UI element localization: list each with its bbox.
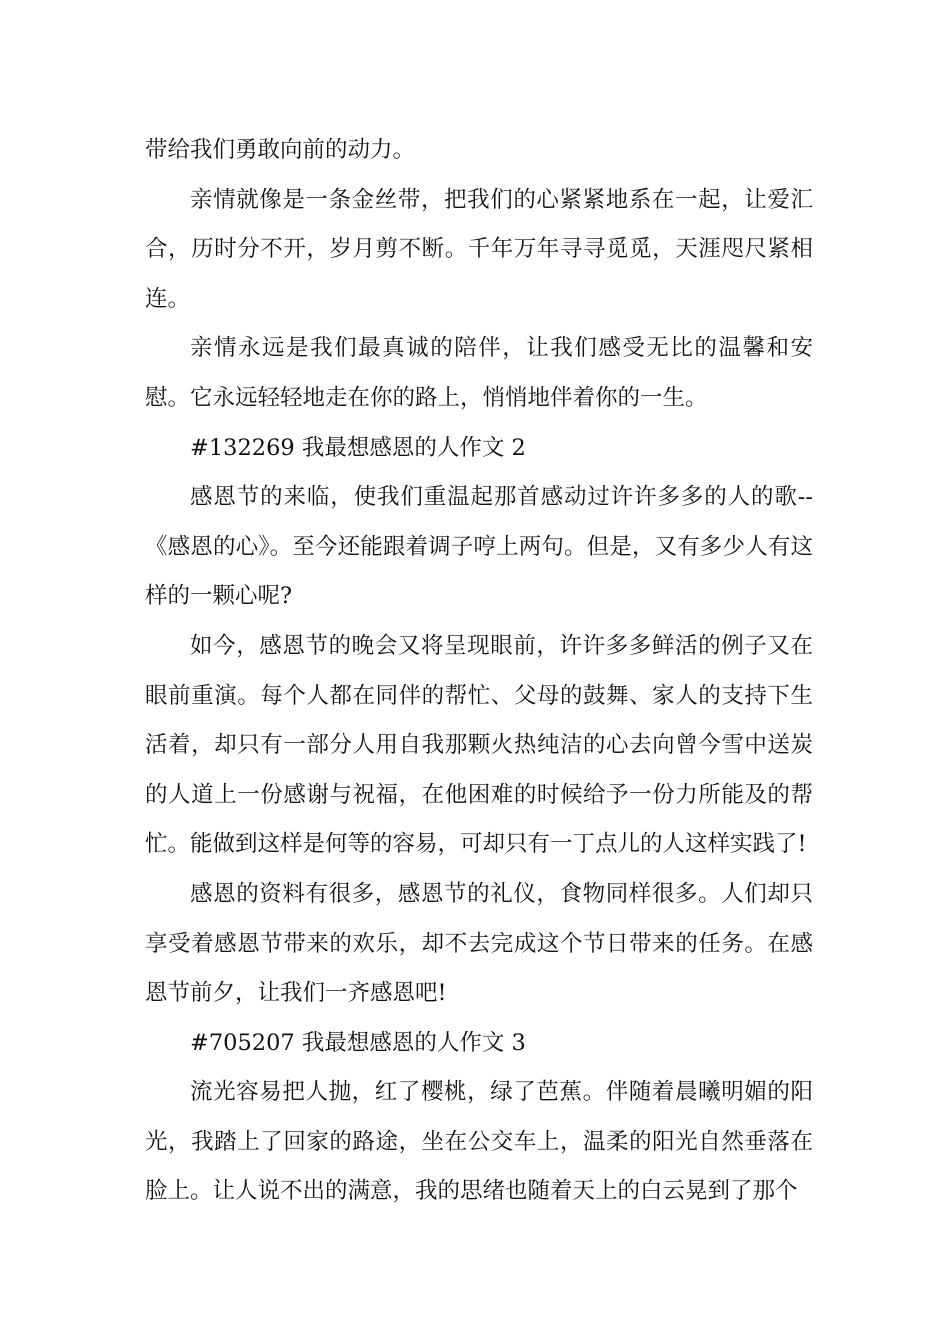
document-body [145, 126, 813, 1217]
paragraph-5: 如今，感恩节的晚会又将呈现眼前，许许多多鲜活的例子又在眼前重演。每个人都在同伴的帮忙、父母的鼓舞、家人的支持下生活着，却只有一部分人用自我那颗火热纯洁的心去向曾今雪中送炭的人道上一份感谢与祝福，在他困难的时候给予一份力所能及的帮忙。能做到这样是何等的容易，可却只有一丁点儿的人这样实践了! [145, 632, 813, 858]
paragraph-7: 流光容易把人抛，红了樱桃，绿了芭蕉。伴随着晨曦明媚的阳光，我踏上了回家的路途，坐在公交车上，温柔的阳光自然垂落在脸上。让人说不出的满意，我的思绪也随着天上的白云晃到了那个 [145, 1079, 813, 1205]
paragraph-4: 感恩节的来临，使我们重温起那首感动过许许多多的人的歌--《感恩的心》。至今还能跟着调子哼上两句。但是，又有多少人有这样的一颗心呢? [145, 484, 813, 610]
section-heading-2: #132269 我最想感恩的人作文 2 [190, 434, 526, 461]
section-heading-3: #705207 我最想感恩的人作文 3 [190, 1029, 526, 1056]
paragraph-2: 亲情就像是一条金丝带，把我们的心紧紧地系在一起，让爱汇合，历时分不开，岁月剪不断。千年万年寻寻觅觅，天涯咫尺紧相连。 [145, 186, 813, 312]
paragraph-3: 亲情永远是我们最真诚的陪伴，让我们感受无比的温馨和安慰。它永远轻轻地走在你的路上，悄悄地伴着你的一生。 [145, 335, 813, 411]
paragraph-6: 感恩的资料有很多，感恩节的礼仪，食物同样很多。人们却只享受着感恩节带来的欢乐，却不去完成这个节日带来的任务。在感恩节前夕，让我们一齐感恩吧! [145, 880, 813, 1007]
paragraph-1: 带给我们勇敢向前的动力。 [145, 137, 416, 163]
